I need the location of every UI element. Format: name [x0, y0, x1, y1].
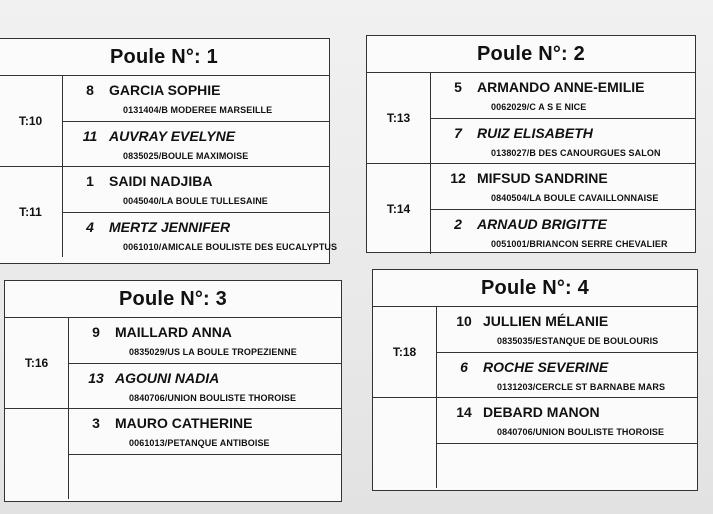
player-name: MAURO CATHERINE: [115, 415, 253, 431]
player-club: 0045040/LA BOULE TULLESAINE: [123, 196, 268, 206]
player-number: 13: [88, 370, 104, 386]
player-entry: [431, 164, 695, 209]
player-number: 11: [82, 128, 98, 144]
player-club: 0061013/PETANQUE ANTIBOISE: [129, 438, 270, 448]
poule-title: Poule N°: 2: [367, 36, 695, 73]
player-name: DEBARD MANON: [483, 404, 600, 420]
table-number: T:18: [373, 307, 437, 397]
player-name: JULLIEN MÉLANIE: [483, 313, 609, 329]
player-entry: [63, 167, 329, 212]
player-entry: [431, 118, 695, 163]
player-number: 12: [450, 170, 466, 186]
player-entry: [69, 363, 341, 408]
player-number: 10: [456, 313, 472, 329]
player-number: 7: [454, 125, 462, 141]
player-entry: [437, 307, 697, 352]
table-group: [5, 318, 341, 409]
player-club: 0840706/UNION BOULISTE THOROISE: [129, 393, 297, 403]
player-club: 0835025/BOULE MAXIMOISE: [123, 151, 249, 161]
player-entry: [63, 212, 338, 257]
player-number: 9: [92, 324, 100, 340]
player-number: 4: [86, 219, 94, 235]
poule-title: Poule N°: 4: [373, 270, 697, 307]
player-number: 1: [86, 173, 94, 189]
player-entry: [63, 121, 329, 166]
player-name: AGOUNI NADIA: [115, 370, 220, 386]
player-entry: [437, 398, 697, 443]
empty-slot: [437, 443, 697, 488]
player-club: 0835035/ESTANQUE DE BOULOURIS: [497, 336, 659, 346]
player-entry: [431, 73, 695, 118]
player-entry: [63, 76, 329, 121]
player-club: 0131203/CERCLE ST BARNABE MARS: [497, 382, 666, 392]
player-name: GARCIA SOPHIE: [109, 82, 221, 98]
player-name: SAIDI NADJIBA: [109, 173, 213, 189]
poule-1-box: [0, 38, 338, 264]
player-club: 0840504/LA BOULE CAVAILLONNAISE: [491, 193, 659, 203]
player-club: 0835029/US LA BOULE TROPEZIENNE: [129, 347, 297, 357]
player-entry: [69, 409, 341, 454]
table-number: T:11: [0, 167, 63, 257]
player-name: MERTZ JENNIFER: [109, 219, 231, 235]
player-number: 3: [92, 415, 100, 431]
player-name: ROCHE SEVERINE: [483, 359, 609, 375]
table-group: [373, 398, 697, 488]
table-number: T:10: [0, 76, 63, 166]
player-name: AUVRAY EVELYNE: [109, 128, 236, 144]
table-group: [367, 73, 695, 164]
player-number: 5: [454, 79, 462, 95]
table-group: [5, 409, 341, 499]
player-club: 0062029/C A S E NICE: [491, 102, 587, 112]
table-number: T:13: [367, 73, 431, 163]
player-number: 2: [454, 216, 462, 232]
player-number: 6: [460, 359, 468, 375]
table-number: [373, 398, 437, 488]
table-number: T:14: [367, 164, 431, 254]
poule-2-box: [366, 35, 696, 253]
player-club: 0051001/BRIANCON SERRE CHEVALIER: [491, 239, 668, 249]
poule-title: Poule N°: 1: [0, 39, 329, 76]
player-name: ARMANDO ANNE-EMILIE: [477, 79, 645, 95]
table-group: [0, 76, 329, 167]
player-entry: [437, 352, 697, 397]
player-club: 0131404/B MODEREE MARSEILLE: [123, 105, 273, 115]
table-group: [373, 307, 697, 398]
player-number: 8: [86, 82, 94, 98]
table-group: [0, 167, 338, 257]
player-club: 0138027/B DES CANOURGUES SALON: [491, 148, 661, 158]
player-club: 0061010/AMICALE BOULISTE DES EUCALYPTUS: [123, 242, 338, 252]
player-name: MAILLARD ANNA: [115, 324, 232, 340]
player-name: RUIZ ELISABETH: [477, 125, 593, 141]
player-name: MIFSUD SANDRINE: [477, 170, 608, 186]
table-group: [367, 164, 695, 254]
player-number: 14: [456, 404, 472, 420]
player-name: ARNAUD BRIGITTE: [477, 216, 607, 232]
player-entry: [431, 209, 695, 254]
poule-title: Poule N°: 3: [5, 281, 341, 318]
player-club: 0840706/UNION BOULISTE THOROISE: [497, 427, 665, 437]
empty-slot: [69, 454, 341, 499]
poule-4-box: [372, 269, 698, 491]
table-number: [5, 409, 69, 499]
poule-3-box: [4, 280, 342, 502]
player-entry: [69, 318, 341, 363]
table-number: T:16: [5, 318, 69, 408]
